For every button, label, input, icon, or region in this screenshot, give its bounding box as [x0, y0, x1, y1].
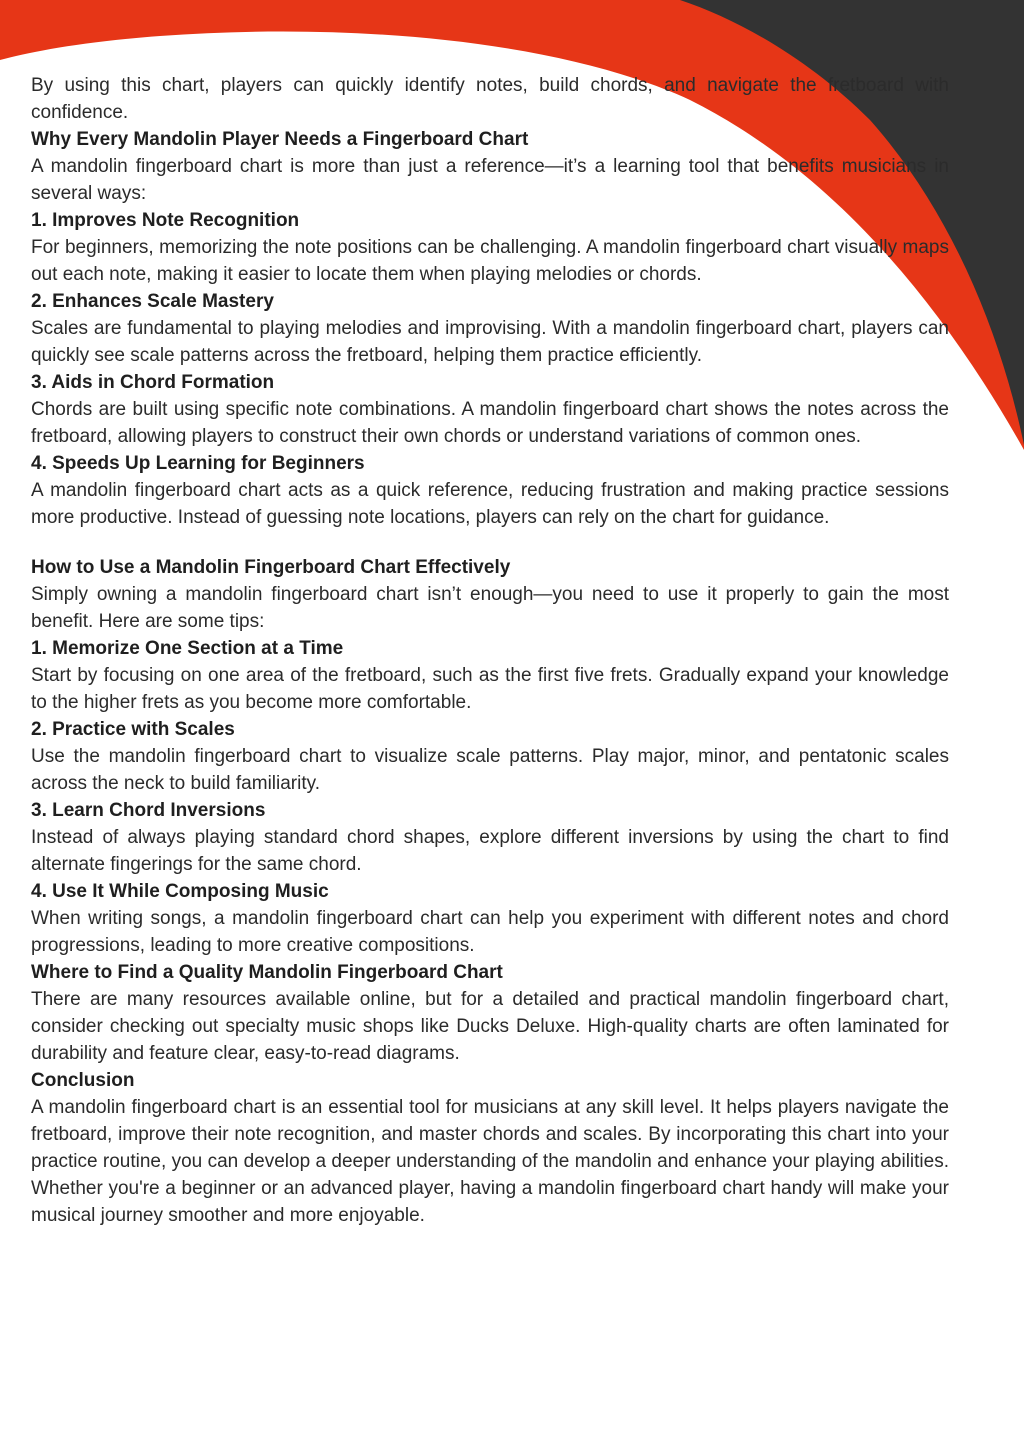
- section-heading: 2. Practice with Scales: [31, 719, 235, 740]
- paragraph: Scales are fundamental to playing melodies and improvising. With a mandolin fingerboard chart, players can quickly see scale patterns across the fretboard, helping them practice efficiently.: [31, 318, 949, 366]
- section-heading: 1. Improves Note Recognition: [31, 210, 300, 231]
- paragraph: A mandolin fingerboard chart is an essential tool for musicians at any skill level. It helps players navigate the fretboard, improve their note recognition, and master chords and scales. By incorporating this chart into your practice routine, you can develop a deeper understanding of the mandolin and enhance your playing abilities. Whether you're a beginner or an advanced player, having a mandolin fingerboard chart handy will make your musical journey smoother and more enjoyable.: [31, 1097, 949, 1226]
- paragraph: Simply owning a mandolin fingerboard chart isn’t enough—you need to use it properly to gain the most benefit. Here are some tips:: [31, 584, 949, 632]
- paragraph: There are many resources available online, but for a detailed and practical mandolin fingerboard chart, consider checking out specialty music shops like Ducks Deluxe. High-quality charts are often laminated for durability and feature clear, easy-to-read diagrams.: [31, 989, 949, 1064]
- section-heading: 4. Speeds Up Learning for Beginners: [31, 453, 365, 474]
- section-heading: 2. Enhances Scale Mastery: [31, 291, 274, 312]
- paragraph: Instead of always playing standard chord shapes, explore different inversions by using the chart to find alternate fingerings for the same chord.: [31, 827, 949, 875]
- section-heading: Why Every Mandolin Player Needs a Fingerboard Chart: [31, 129, 529, 150]
- paragraph: A mandolin fingerboard chart acts as a quick reference, reducing frustration and making practice sessions more productive. Instead of guessing note locations, players can rely on the chart for guidance.: [31, 480, 949, 528]
- paragraph: For beginners, memorizing the note positions can be challenging. A mandolin fingerboard chart visually maps out each note, making it easier to locate them when playing melodies or chords.: [31, 237, 949, 285]
- section-spacer: [31, 531, 949, 554]
- section-heading: Where to Find a Quality Mandolin Fingerboard Chart: [31, 962, 503, 983]
- paragraph: By using this chart, players can quickly identify notes, build chords, and navigate the fretboard with confidence.: [31, 75, 949, 123]
- paragraph: A mandolin fingerboard chart is more than just a reference—it’s a learning tool that benefits musicians in several ways:: [31, 156, 949, 204]
- section-heading: 3. Learn Chord Inversions: [31, 800, 266, 821]
- paragraph: Start by focusing on one area of the fretboard, such as the first five frets. Gradually expand your knowledge to the higher frets as you become more comfortable.: [31, 665, 949, 713]
- section-heading: Conclusion: [31, 1070, 135, 1091]
- section-heading: 4. Use It While Composing Music: [31, 881, 329, 902]
- section-heading: 1. Memorize One Section at a Time: [31, 638, 344, 659]
- paragraph: Use the mandolin fingerboard chart to visualize scale patterns. Play major, minor, and pentatonic scales across the neck to build familiarity.: [31, 746, 949, 794]
- section-heading: 3. Aids in Chord Formation: [31, 372, 275, 393]
- paragraph: Chords are built using specific note combinations. A mandolin fingerboard chart shows the notes across the fretboard, allowing players to construct their own chords or understand variations of common ones.: [31, 399, 949, 447]
- article-body: [31, 72, 949, 1229]
- section-heading: How to Use a Mandolin Fingerboard Chart Effectively: [31, 557, 511, 578]
- paragraph: When writing songs, a mandolin fingerboard chart can help you experiment with different notes and chord progressions, leading to more creative compositions.: [31, 908, 949, 956]
